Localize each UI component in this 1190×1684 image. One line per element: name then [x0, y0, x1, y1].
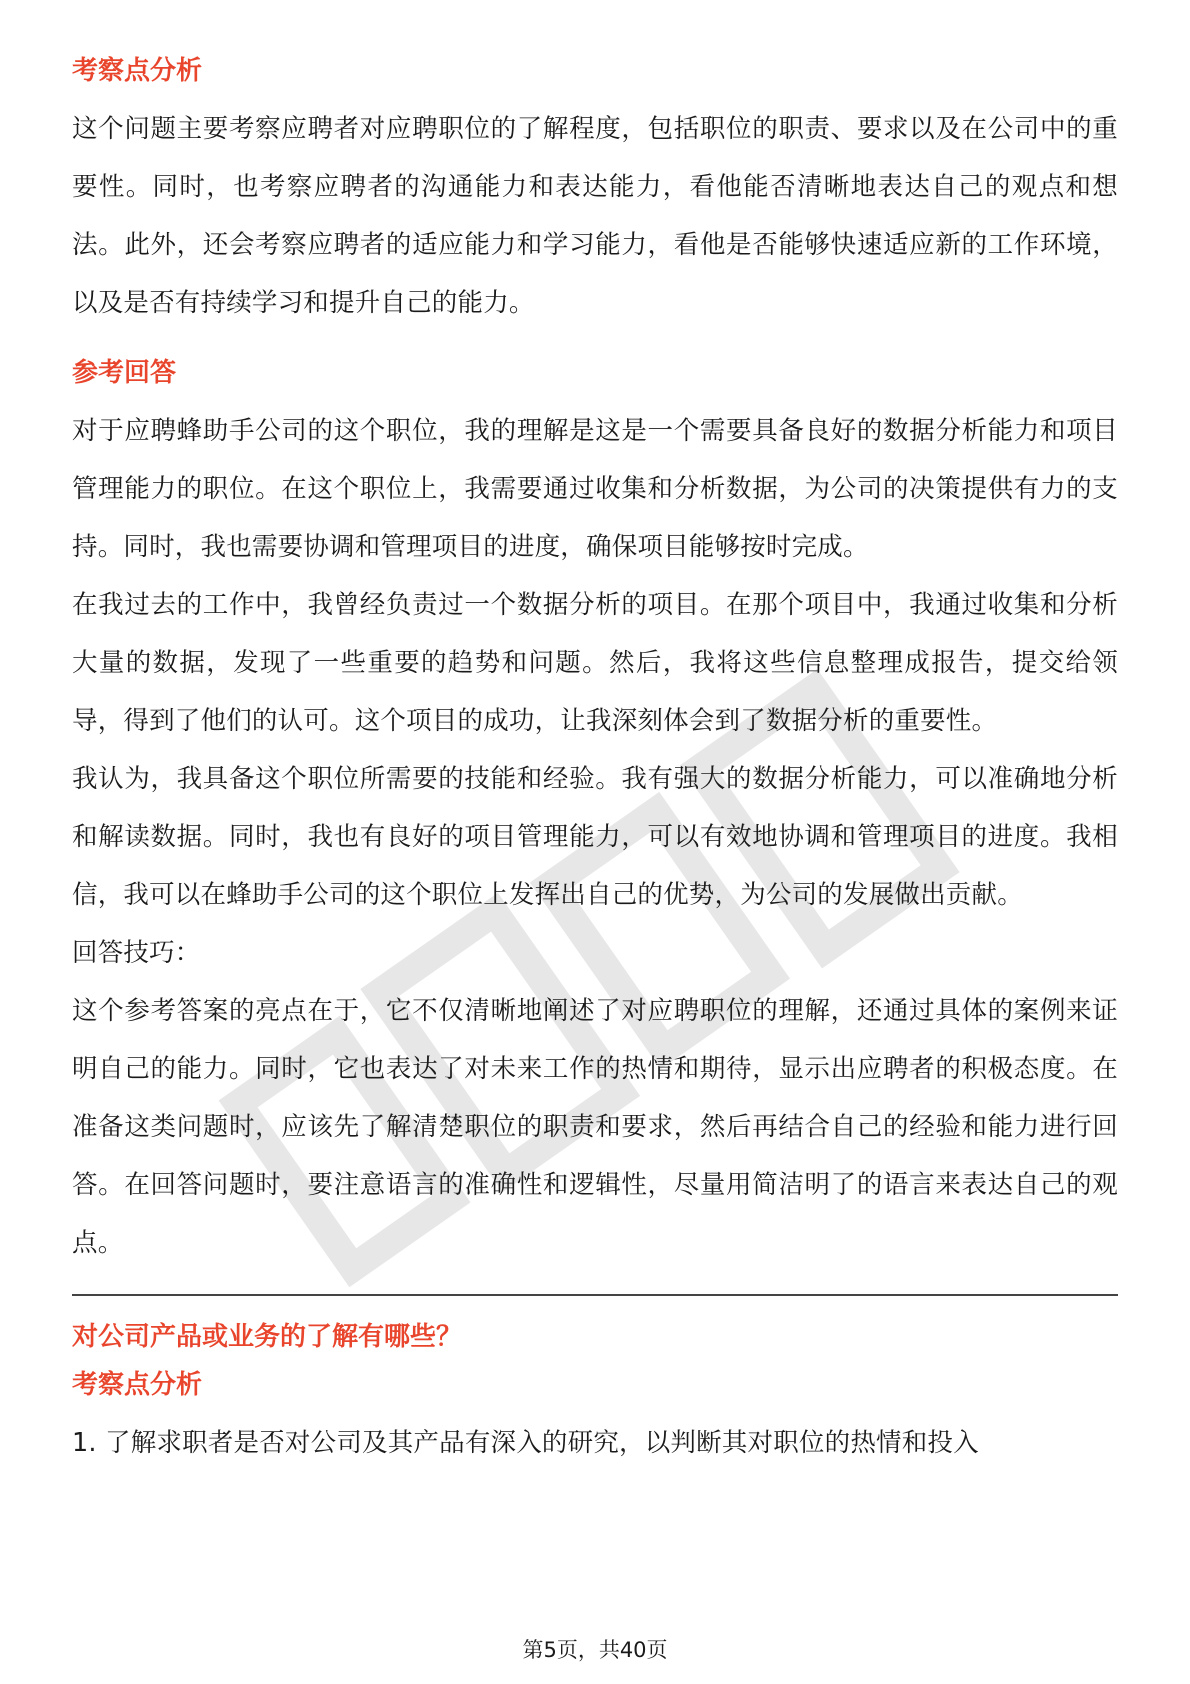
answer-paragraph-2: 在我过去的工作中，我曾经负责过一个数据分析的项目。在那个项目中，我通过收集和分析大量的数据，发现了一些重要的趋势和问题。然后，我将这些信息整理成报告，提交给领导，得到了他们的认可。这个项目的成功，让我深刻体会到了数据分析的重要性。	[72, 590, 1118, 736]
answer-paragraph-3: 我认为，我具备这个职位所需要的技能和经验。我有强大的数据分析能力，可以准确地分析和解读数据。同时，我也有良好的项目管理能力，可以有效地协调和管理项目的进度。我相信，我可以在蜂助手公司的这个职位上发挥出自己的优势，为公司的发展做出贡献。	[72, 764, 1118, 910]
page-number: 第5页，共40页	[522, 1638, 668, 1662]
question-heading: 对公司产品或业务的了解有哪些？	[72, 1322, 463, 1352]
analysis-heading-2: 考察点分析	[72, 1370, 203, 1400]
tips-text: 这个参考答案的亮点在于，它不仅清晰地阐述了对应聘职位的理解，还通过具体的案例来证明自己的能力。同时，它也表达了对未来工作的热情和期待，显示出应聘者的积极态度。在准备这类问题时，应该先了解清楚职位的职责和要求，然后再结合自己的经验和能力进行回答。在回答问题时，要注意语言的准确性和逻辑性，尽量用简洁明了的语言来表达自己的观点。	[72, 996, 1118, 1258]
analysis-heading: 考察点分析	[72, 56, 203, 86]
tips-label: 回答技巧：	[72, 938, 201, 968]
analysis-item-1: 1. 了解求职者是否对公司及其产品有深入的研究，以判断其对职位的热情和投入	[72, 1428, 979, 1458]
answer-heading: 参考回答	[72, 358, 177, 388]
analysis-text: 这个问题主要考察应聘者对应聘职位的了解程度，包括职位的职责、要求以及在公司中的重要性。同时，也考察应聘者的沟通能力和表达能力，看他能否清晰地表达自己的观点和想法。此外，还会考察应聘者的适应能力和学习能力，看他是否能够快速适应新的工作环境，以及是否有持续学习和提升自己的能力。	[72, 114, 1118, 318]
content-area	[72, 52, 1118, 1472]
answer-paragraph-1: 对于应聘蜂助手公司的这个职位，我的理解是这是一个需要具备良好的数据分析能力和项目管理能力的职位。在这个职位上，我需要通过收集和分析数据，为公司的决策提供有力的支持。同时，我也需要协调和管理项目的进度，确保项目能够按时完成。	[72, 416, 1118, 562]
